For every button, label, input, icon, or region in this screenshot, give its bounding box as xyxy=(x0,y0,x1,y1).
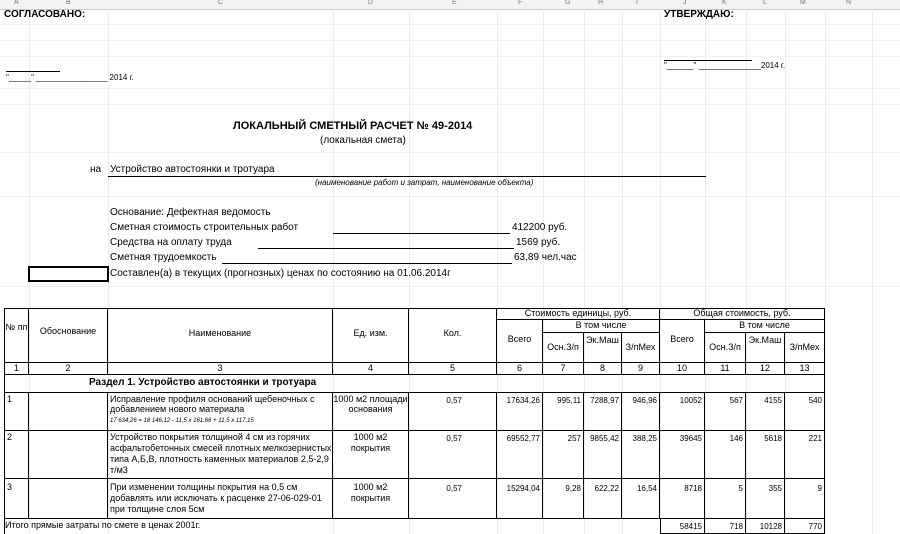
totals-ek: 10128 xyxy=(746,519,785,534)
column-header-c[interactable]: C xyxy=(218,0,224,6)
header-unit-osn: Осн.З/п xyxy=(543,333,584,363)
row-1-u-ek: 7288,97 xyxy=(584,393,622,431)
row-1-qty: 0,57 xyxy=(409,393,497,431)
row-3-u-ek: 622,22 xyxy=(584,479,622,519)
row-2-no: 2 xyxy=(5,431,29,479)
gridline xyxy=(0,24,900,25)
row-3-t-total: 8718 xyxy=(660,479,705,519)
row-3-t-osn: 5 xyxy=(705,479,746,519)
object-underline xyxy=(108,176,706,177)
column-header-f[interactable]: F xyxy=(518,0,523,6)
header-qty: Кол. xyxy=(409,308,497,363)
column-header-bar xyxy=(0,0,900,10)
header-name: Наименование xyxy=(108,308,333,363)
row-2-qty: 0,57 xyxy=(409,431,497,479)
signature-line-left xyxy=(6,71,60,72)
header-total-zpmeh: З/пМех xyxy=(785,333,825,363)
column-header-l[interactable]: L xyxy=(763,0,767,6)
row-1-t-total: 10052 xyxy=(660,393,705,431)
header-total-ekmash: Эк.Маш xyxy=(746,333,785,363)
column-header-n[interactable]: N xyxy=(846,0,852,6)
colnum-3: 3 xyxy=(108,363,333,375)
row-2-t-ek: 5618 xyxy=(746,431,785,479)
labor-value: 63,89 чел.час xyxy=(514,252,577,263)
header-unit: Ед. изм. xyxy=(333,308,409,363)
gridline xyxy=(0,88,900,89)
column-header-m[interactable]: M xyxy=(800,0,806,6)
row-1-u-osn: 995,11 xyxy=(543,393,584,431)
gridline xyxy=(0,40,900,41)
row-3-t-ek: 355 xyxy=(746,479,785,519)
gridline xyxy=(0,152,900,153)
approved-label: СОГЛАСОВАНО: xyxy=(4,9,86,20)
gridline xyxy=(0,104,900,105)
colnum-9: 9 xyxy=(622,363,660,375)
row-3-qty: 0,57 xyxy=(409,479,497,519)
row-2-t-total: 39645 xyxy=(660,431,705,479)
colnum-11: 11 xyxy=(705,363,746,375)
header-total-total: Всего xyxy=(660,320,705,363)
column-header-e[interactable]: E xyxy=(452,0,457,6)
column-header-b[interactable]: B xyxy=(66,0,71,6)
row-1-u-total: 17634,26 xyxy=(497,393,543,431)
header-total-cost: Общая стоимость, руб. xyxy=(660,308,825,320)
confirm-label: УТВЕРЖДАЮ: xyxy=(664,9,734,20)
row-2-u-zm: 388,25 xyxy=(622,431,660,479)
object-name: Устройство автостоянки и тротуара xyxy=(110,164,275,175)
section-title: Раздел 1. Устройство автостоянки и тротуара xyxy=(5,375,825,393)
row-1-unit: 1000 м2 площади основания xyxy=(333,393,409,431)
colnum-12: 12 xyxy=(746,363,785,375)
colnum-6: 6 xyxy=(497,363,543,375)
colnum-8: 8 xyxy=(584,363,622,375)
row-3-basis xyxy=(29,479,108,519)
colnum-7: 7 xyxy=(543,363,584,375)
wages-label: Средства на оплату труда xyxy=(110,237,232,248)
prices-note: Составлен(а) в текущих (прогнозных) ценах по состоянию на 01.06.2014г xyxy=(110,268,451,279)
row-2-u-total: 69552,77 xyxy=(497,431,543,479)
totals-label: Итого прямые затраты по смете в ценах 2001г. xyxy=(5,520,201,530)
colnum-10: 10 xyxy=(660,363,705,375)
gridline xyxy=(0,196,900,197)
column-header-i[interactable]: I xyxy=(636,0,638,6)
row-3-unit: 1000 м2 покрытия xyxy=(333,479,409,519)
row-3-t-zm: 9 xyxy=(785,479,825,519)
header-unit-zpmeh: З/пМех xyxy=(622,333,660,363)
header-basis: Обоснование xyxy=(29,308,108,363)
labor-label: Сметная трудоемкость xyxy=(110,252,217,263)
wages-underline xyxy=(258,248,514,249)
colnum-1: 1 xyxy=(5,363,29,375)
selected-cell[interactable] xyxy=(28,266,109,282)
colnum-4: 4 xyxy=(333,363,409,375)
row-1-no: 1 xyxy=(5,393,29,431)
column-header-d[interactable]: D xyxy=(368,0,374,6)
header-unit-total: Всего xyxy=(497,320,543,363)
row-3-u-total: 15294,04 xyxy=(497,479,543,519)
row-3-name: При изменении толщины покрытия на 0,5 см добавлять или исключать к расценке 27-06-029-01 при толщине слоя 5см xyxy=(108,479,333,519)
row-2-unit: 1000 м2 покрытия xyxy=(333,431,409,479)
totals-zm: 770 xyxy=(785,519,825,534)
column-header-h[interactable]: H xyxy=(598,0,604,6)
column-header-j[interactable]: J xyxy=(683,0,687,6)
column-header-g[interactable]: G xyxy=(565,0,571,6)
row-2-t-zm: 221 xyxy=(785,431,825,479)
gridline xyxy=(0,56,900,57)
totals-total: 58415 xyxy=(660,519,705,534)
row-3-u-osn: 9,28 xyxy=(543,479,584,519)
header-total-incl: В том числе xyxy=(705,320,825,333)
row-1-t-osn: 567 xyxy=(705,393,746,431)
header-unit-cost: Стоимость единицы, руб. xyxy=(497,308,660,320)
header-total-osn: Осн.З/п xyxy=(705,333,746,363)
document-subtitle: (локальная смета) xyxy=(320,135,406,146)
document-title: ЛОКАЛЬНЫЙ СМЕТНЫЙ РАСЧЕТ № 49-2014 xyxy=(233,120,473,132)
colnum-5: 5 xyxy=(409,363,497,375)
row-3-u-zm: 16,54 xyxy=(622,479,660,519)
row-1-name xyxy=(108,393,333,431)
colnum-13: 13 xyxy=(785,363,825,375)
row-2-basis xyxy=(29,431,108,479)
cost-label: Сметная стоимость строительных работ xyxy=(110,222,299,233)
header-unit-ekmash: Эк.Маш xyxy=(584,333,622,363)
gridline xyxy=(0,286,900,287)
header-no: № пп xyxy=(5,308,29,363)
row-1-formula: 17 634,26 = 18 146,12 - 11,5 x 161,66 + 11,5 x 117,15 xyxy=(110,418,254,424)
basis-text: Основание: Дефектная ведомость xyxy=(110,207,271,218)
wages-value: 1569 руб. xyxy=(516,237,561,248)
row-1-t-zm: 540 xyxy=(785,393,825,431)
row-2-name: Устройство покрытия толщиной 4 см из горячих асфальтобетонных смесей плотных мелкозернистых типа А,Б,В, плотность каменных материалов 2,5-2,9 т/м3 xyxy=(108,431,333,479)
column-header-a[interactable]: A xyxy=(14,0,19,6)
labor-underline xyxy=(222,263,512,264)
date-right: "______" ______________2014 г. xyxy=(664,61,786,70)
totals-osn: 718 xyxy=(705,519,746,534)
row-1-basis xyxy=(29,393,108,431)
date-left: "_____" ________________ 2014 г. xyxy=(6,73,134,82)
row-1-t-ek: 4155 xyxy=(746,393,785,431)
row-3-no: 3 xyxy=(5,479,29,519)
row-2-t-osn: 146 xyxy=(705,431,746,479)
object-caption: (наименование работ и затрат, наименование объекта) xyxy=(315,178,534,187)
column-header-k[interactable]: K xyxy=(722,0,727,6)
cost-value: 412200 руб. xyxy=(512,222,568,233)
row-2-u-ek: 9855,42 xyxy=(584,431,622,479)
row-1-u-zm: 946,96 xyxy=(622,393,660,431)
cost-underline xyxy=(333,233,510,234)
row-2-u-osn: 257 xyxy=(543,431,584,479)
row-1-name-text: Исправление профиля оснований щебеночных с добавлением нового материала xyxy=(110,394,315,414)
on-label: на xyxy=(90,164,102,175)
header-unit-incl: В том числе xyxy=(543,320,660,333)
colnum-2: 2 xyxy=(29,363,108,375)
